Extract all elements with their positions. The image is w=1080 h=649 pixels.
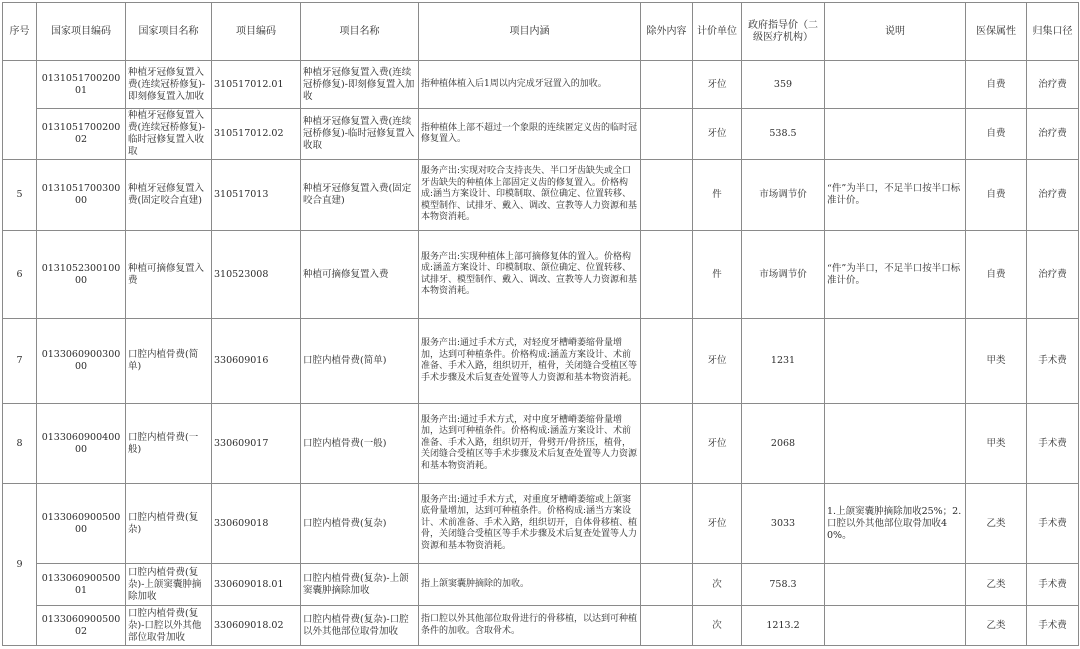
note-cell (825, 319, 966, 404)
table-row (3, 61, 1079, 109)
insurance-cell: 自费 (966, 160, 1027, 231)
header-insurance: 医保属性 (966, 3, 1027, 61)
insurance-cell: 乙类 (966, 564, 1027, 606)
note-cell (825, 61, 966, 109)
table-row (3, 319, 1079, 404)
content-cell: 指上颌窦囊肿摘除的加收。 (419, 564, 641, 606)
header-name: 项目名称 (301, 3, 419, 61)
insurance-cell: 甲类 (966, 319, 1027, 404)
category-cell: 手术费 (1027, 564, 1079, 606)
unit-cell: 牙位 (693, 319, 742, 404)
excluded-cell (641, 61, 693, 109)
price-cell: 3033 (742, 484, 825, 564)
row-seq: 8 (3, 404, 37, 484)
header-national-code: 国家项目编码 (37, 3, 126, 61)
note-cell (825, 404, 966, 484)
table-row (3, 606, 1079, 646)
unit-cell: 牙位 (693, 109, 742, 160)
excluded-cell (641, 564, 693, 606)
header-content: 项目内涵 (419, 3, 641, 61)
category-cell: 治疗费 (1027, 160, 1079, 231)
price-cell: 1213.2 (742, 606, 825, 646)
national-code-cell: 013306090030000 (37, 319, 126, 404)
content-cell: 服务产出:通过手术方式，对重度牙槽嵴萎缩或上颌窦底骨量增加，达到可种植条件。价格构成:涵当方案设计、术前准备、手术入路，组织切开，自体骨移植、植骨，关闭缝合受植区等手术步骤及术后复查处置等人力资源和基本物资消耗。 (419, 484, 641, 564)
price-table (2, 2, 1079, 646)
code-cell: 310517013 (212, 160, 301, 231)
note-cell (825, 606, 966, 646)
price-cell: 538.5 (742, 109, 825, 160)
code-cell: 310517012.01 (212, 61, 301, 109)
national-name-cell: 口腔内植骨费(复杂) (126, 484, 212, 564)
code-cell: 330609018.01 (212, 564, 301, 606)
excluded-cell (641, 160, 693, 231)
note-cell (825, 109, 966, 160)
table-row (3, 160, 1079, 231)
name-cell: 口腔内植骨费(复杂) (301, 484, 419, 564)
unit-cell: 牙位 (693, 61, 742, 109)
code-cell: 310517012.02 (212, 109, 301, 160)
national-name-cell: 种植牙冠修复置入费(固定咬合直建) (126, 160, 212, 231)
category-cell: 治疗费 (1027, 109, 1079, 160)
unit-cell: 次 (693, 564, 742, 606)
excluded-cell (641, 606, 693, 646)
content-cell: 服务产出:实现种植体上部可摘修复体的置入。价格构成:涵盖方案设计、印模制取、颌位确定、位置转移、试排牙、模型制作、戴入、调改、宣教等人力资源和基本物资消耗。 (419, 231, 641, 319)
code-cell: 310523008 (212, 231, 301, 319)
national-code-cell: 013105170020002 (37, 109, 126, 160)
price-cell: 359 (742, 61, 825, 109)
national-code-cell: 013306090040000 (37, 404, 126, 484)
unit-cell: 次 (693, 606, 742, 646)
header-unit: 计价单位 (693, 3, 742, 61)
note-cell: 1.上颌窦囊肿摘除加收25%；2.口腔以外其他部位取骨加收40%。 (825, 484, 966, 564)
national-code-cell: 013306090050001 (37, 564, 126, 606)
header-seq: 序号 (3, 3, 37, 61)
unit-cell: 牙位 (693, 484, 742, 564)
excluded-cell (641, 109, 693, 160)
header-excluded: 除外内容 (641, 3, 693, 61)
national-code-cell: 013105170030000 (37, 160, 126, 231)
row-seq: 5 (3, 160, 37, 231)
category-cell: 治疗费 (1027, 231, 1079, 319)
header-note: 说明 (825, 3, 966, 61)
price-cell: 758.3 (742, 564, 825, 606)
name-cell: 种植牙冠修复置入费(连续冠桥修复)-即刻修复置入加收 (301, 61, 419, 109)
category-cell: 手术费 (1027, 404, 1079, 484)
header-category: 归集口径 (1027, 3, 1079, 61)
excluded-cell (641, 404, 693, 484)
name-cell: 口腔内植骨费(一般) (301, 404, 419, 484)
table-row (3, 404, 1079, 484)
insurance-cell: 自费 (966, 109, 1027, 160)
code-cell: 330609016 (212, 319, 301, 404)
row-seq: 9 (3, 484, 37, 646)
name-cell: 口腔内植骨费(复杂)-上颌窦囊肿摘除加收 (301, 564, 419, 606)
name-cell: 种植可摘修复置入费 (301, 231, 419, 319)
content-cell: 服务产出:通过手术方式，对轻度牙槽嵴萎缩骨量增加，达到可种植条件。价格构成:涵盖方案设计、术前准备、手术入路，组织切开，植骨，关闭缝合受植区等手术步骤及术后复查处置等人力资源和基本物资消耗。 (419, 319, 641, 404)
note-cell (825, 564, 966, 606)
content-cell: 服务产出:实现对咬合支持丧失、半口牙齿缺失或全口牙齿缺失的种植体上部固定义齿的修复置入。价格构成:涵当方案设计、印模制取、颌位确定、位置转移、模型制作、试排牙、戴入、调改、宣教等人力资源和基本物资消耗。 (419, 160, 641, 231)
unit-cell: 件 (693, 160, 742, 231)
insurance-cell: 自费 (966, 231, 1027, 319)
price-cell: 市场调节价 (742, 160, 825, 231)
category-cell: 手术费 (1027, 484, 1079, 564)
header-row (3, 3, 1079, 61)
excluded-cell (641, 319, 693, 404)
row-seq: 7 (3, 319, 37, 404)
name-cell: 口腔内植骨费(复杂)-口腔以外其他部位取骨加收 (301, 606, 419, 646)
category-cell: 治疗费 (1027, 61, 1079, 109)
code-cell: 330609017 (212, 404, 301, 484)
national-name-cell: 口腔内植骨费(复杂)-上颌窦囊肿摘除加收 (126, 564, 212, 606)
insurance-cell: 自费 (966, 61, 1027, 109)
content-cell: 指口腔以外其他部位取骨进行的骨移植，以达到可种植条件的加收。含取骨术。 (419, 606, 641, 646)
price-cell: 市场调节价 (742, 231, 825, 319)
national-name-cell: 种植牙冠修复置入费(连续冠桥修复)-临时冠修复置入收取 (126, 109, 212, 160)
category-cell: 手术费 (1027, 319, 1079, 404)
code-cell: 330609018.02 (212, 606, 301, 646)
table-row (3, 564, 1079, 606)
national-code-cell: 013105170020001 (37, 61, 126, 109)
category-cell: 手术费 (1027, 606, 1079, 646)
row-seq (3, 61, 37, 160)
content-cell: 指种植体上部不超过一个象限的连续匿定义齿的临时冠修复置入。 (419, 109, 641, 160)
national-name-cell: 口腔内植骨费(复杂)-口腔以外其他部位取骨加收 (126, 606, 212, 646)
note-cell: “件”为半口，不足半口按半口标准计价。 (825, 231, 966, 319)
name-cell: 口腔内植骨费(简单) (301, 319, 419, 404)
header-national-name: 国家项目名称 (126, 3, 212, 61)
insurance-cell: 乙类 (966, 484, 1027, 564)
code-cell: 330609018 (212, 484, 301, 564)
insurance-cell: 乙类 (966, 606, 1027, 646)
excluded-cell (641, 231, 693, 319)
table-row (3, 231, 1079, 319)
header-code: 项目编码 (212, 3, 301, 61)
content-cell: 服务产出:通过手术方式，对中度牙槽嵴萎缩骨量增加，达到可种植条件。价格构成:涵盖方案设计、术前准备、手术入路，组织切开，骨劈开/骨挤压，植骨，关闭缝合受植区等手术步骤及术后复查处置等人力资源和基本物资消耗。 (419, 404, 641, 484)
unit-cell: 件 (693, 231, 742, 319)
note-cell: “件”为半口，不足半口按半口标准计价。 (825, 160, 966, 231)
name-cell: 种植牙冠修复置入费(连续冠桥修复)-临时冠修复置入收取 (301, 109, 419, 160)
excluded-cell (641, 484, 693, 564)
national-code-cell: 013306090050002 (37, 606, 126, 646)
price-cell: 2068 (742, 404, 825, 484)
national-name-cell: 口腔内植骨费(简单) (126, 319, 212, 404)
content-cell: 指种植体植入后1周以内完成牙冠置入的加收。 (419, 61, 641, 109)
row-seq: 6 (3, 231, 37, 319)
unit-cell: 牙位 (693, 404, 742, 484)
table-row (3, 109, 1079, 160)
insurance-cell: 甲类 (966, 404, 1027, 484)
table-row (3, 484, 1079, 564)
national-code-cell: 013306090050000 (37, 484, 126, 564)
national-name-cell: 种植牙冠修复置入费(连续冠桥修复)-即刻修复置入加收 (126, 61, 212, 109)
header-price: 政府指导价（二级医疗机构） (742, 3, 825, 61)
national-name-cell: 种植可摘修复置入费 (126, 231, 212, 319)
national-code-cell: 013105230010000 (37, 231, 126, 319)
name-cell: 种植牙冠修复置入费(固定咬合直建) (301, 160, 419, 231)
national-name-cell: 口腔内植骨费(一般) (126, 404, 212, 484)
price-cell: 1231 (742, 319, 825, 404)
